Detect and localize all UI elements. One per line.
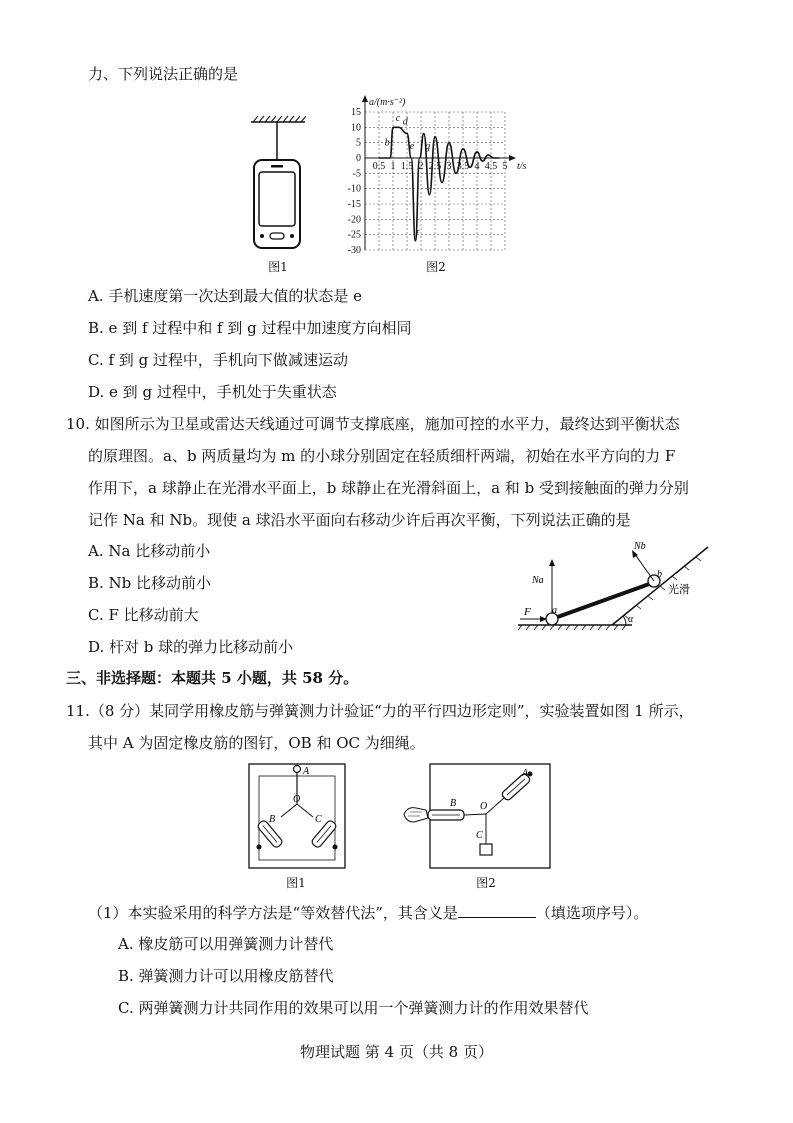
point-label-b: b — [384, 137, 390, 149]
y-tick-label: 15 — [351, 107, 361, 118]
point-label-e: e — [409, 140, 415, 152]
y-tick-label: -15 — [347, 199, 361, 210]
q11-figure-1 — [247, 762, 347, 870]
b-label: b — [657, 569, 662, 580]
y-tick-label: -20 — [347, 214, 361, 226]
a-label: a — [552, 605, 557, 616]
q10-option-d: D. 杆对 b 球的弹力比移动前小 — [88, 638, 294, 656]
q11-sub1-option-b: B. 弹簧测力计可以用橡皮筋替代 — [118, 967, 334, 985]
alpha-label: α — [628, 614, 634, 625]
x-tick-label: 2 — [418, 161, 424, 172]
phone-hanging-figure — [245, 112, 313, 257]
q9-option-d: D. e 到 g 过程中，手机处于失重状态 — [88, 383, 337, 401]
q11-sub1-option-c: C. 两弹簧测力计共同作用的效果可以用一个弹簧测力计的作用效果替代 — [118, 999, 589, 1017]
q10-stem-line-4: 记作 Na 和 Nb。现使 a 球沿水平面向右移动少许后再次平衡，下列说法正确的是 — [88, 511, 631, 529]
q10-stem-line-3: 作用下，a 球静止在光滑水平面上，b 球静止在光滑斜面上，a 和 b 受到接触面的弹力分别 — [88, 479, 689, 497]
q9-option-c: C. f 到 g 过程中，手机向下做减速运动 — [88, 351, 348, 369]
q11-sub1-after: （填选项序号）。 — [535, 904, 649, 922]
y-tick-label: -10 — [347, 183, 361, 195]
q9-option-a: A. 手机速度第一次达到最大值的状态是 e — [88, 287, 363, 305]
x-tick-label: 3.5 — [456, 161, 470, 172]
q11-sub1-option-a: A. 橡皮筋可以用弹簧测力计替代 — [118, 935, 334, 953]
point-label-c: c — [395, 113, 401, 125]
fig1-label-a: A — [303, 766, 310, 777]
section-3-heading: 三、非选择题：本题共 5 小题，共 58 分。 — [66, 669, 359, 687]
nb-label: Nb — [634, 541, 646, 552]
y-tick-label: -25 — [347, 229, 361, 241]
y-tick-label: -5 — [352, 168, 361, 180]
q10-option-a: A. Na 比移动前小 — [88, 542, 211, 560]
question-stem-end: 力、下列说法正确的是 — [88, 65, 239, 83]
x-tick-label: 5 — [502, 161, 508, 172]
fig1-label-b: B — [269, 814, 276, 825]
x-tick-label: 4 — [474, 161, 480, 172]
fig2-label-a: A — [522, 768, 529, 779]
q11-fig2-caption: 图2 — [476, 876, 496, 890]
q9-option-b: B. e 到 f 过程中和 f 到 g 过程中加速度方向相同 — [88, 319, 412, 337]
q10-stem-line-2: 的原理图。a、b 两质量均为 m 的小球分别固定在轻质细杆两端，初始在水平方向的力 F — [88, 447, 676, 465]
x-tick-label: 3 — [446, 161, 452, 172]
point-label-f: f — [415, 229, 419, 241]
q11-stem-line-2: 其中 A 为固定橡皮筋的图钉，OB 和 OC 为细绳。 — [88, 734, 425, 752]
q10-option-c: C. F 比移动前大 — [88, 606, 199, 624]
answer-blank[interactable] — [458, 903, 536, 918]
x-tick-label: 1 — [390, 161, 396, 172]
x-tick-label: 4.5 — [484, 161, 498, 172]
y-tick-label: 5 — [356, 137, 361, 149]
q9-fig1-caption: 图1 — [268, 260, 288, 274]
fig2-label-o: O — [480, 801, 488, 812]
q11-fig1-caption: 图1 — [286, 876, 306, 890]
x-tick-label: 1.5 — [400, 161, 414, 172]
x-tick-label: 2.5 — [428, 161, 442, 172]
x-tick-label: 0.5 — [372, 161, 386, 172]
x-axis-arrow — [509, 155, 516, 161]
acceleration-curve — [379, 127, 499, 240]
fig2-label-b: B — [450, 798, 457, 809]
q10-stem-line-1: 10. 如图所示为卫星或雷达天线通过可调节支撑底座，施加可控的水平力，最终达到平衡状态 — [66, 415, 680, 433]
q10-option-b: B. Nb 比移动前小 — [88, 574, 212, 592]
y-tick-label: 0 — [356, 153, 361, 164]
rod-on-incline-diagram — [512, 535, 722, 635]
fig1-label-c: C — [315, 814, 322, 825]
y-tick-label: 10 — [351, 122, 361, 134]
point-label-g: g — [425, 140, 431, 152]
point-label-d: d — [402, 116, 408, 128]
q9-fig2-caption: 图2 — [426, 260, 446, 274]
fig1-label-o: O — [293, 794, 301, 805]
acceleration-chart — [335, 92, 525, 262]
y-axis-label: a/(m·s⁻²) — [369, 97, 406, 108]
q11-sub1-before: （1）本实验采用的科学方法是“等效替代法”，其含义是 — [88, 904, 458, 922]
y-axis-arrow — [362, 95, 368, 102]
q11-stem-line-1: 11.（8 分）某同学用橡皮筋与弹簧测力计验证“力的平行四边形定则”，实验装置如图 1 所示， — [66, 702, 694, 720]
f-label: F — [524, 606, 531, 618]
y-tick-label: -30 — [347, 245, 361, 256]
page-footer: 物理试题 第 4 页（共 8 页） — [300, 1043, 493, 1061]
x-axis-label: t/s — [517, 161, 527, 172]
q11-sub1 — [88, 903, 648, 923]
fig2-label-c: C — [476, 830, 483, 841]
q11-figure-2 — [400, 762, 552, 870]
na-label: Na — [532, 575, 544, 586]
smooth-label: 光滑 — [668, 584, 690, 596]
